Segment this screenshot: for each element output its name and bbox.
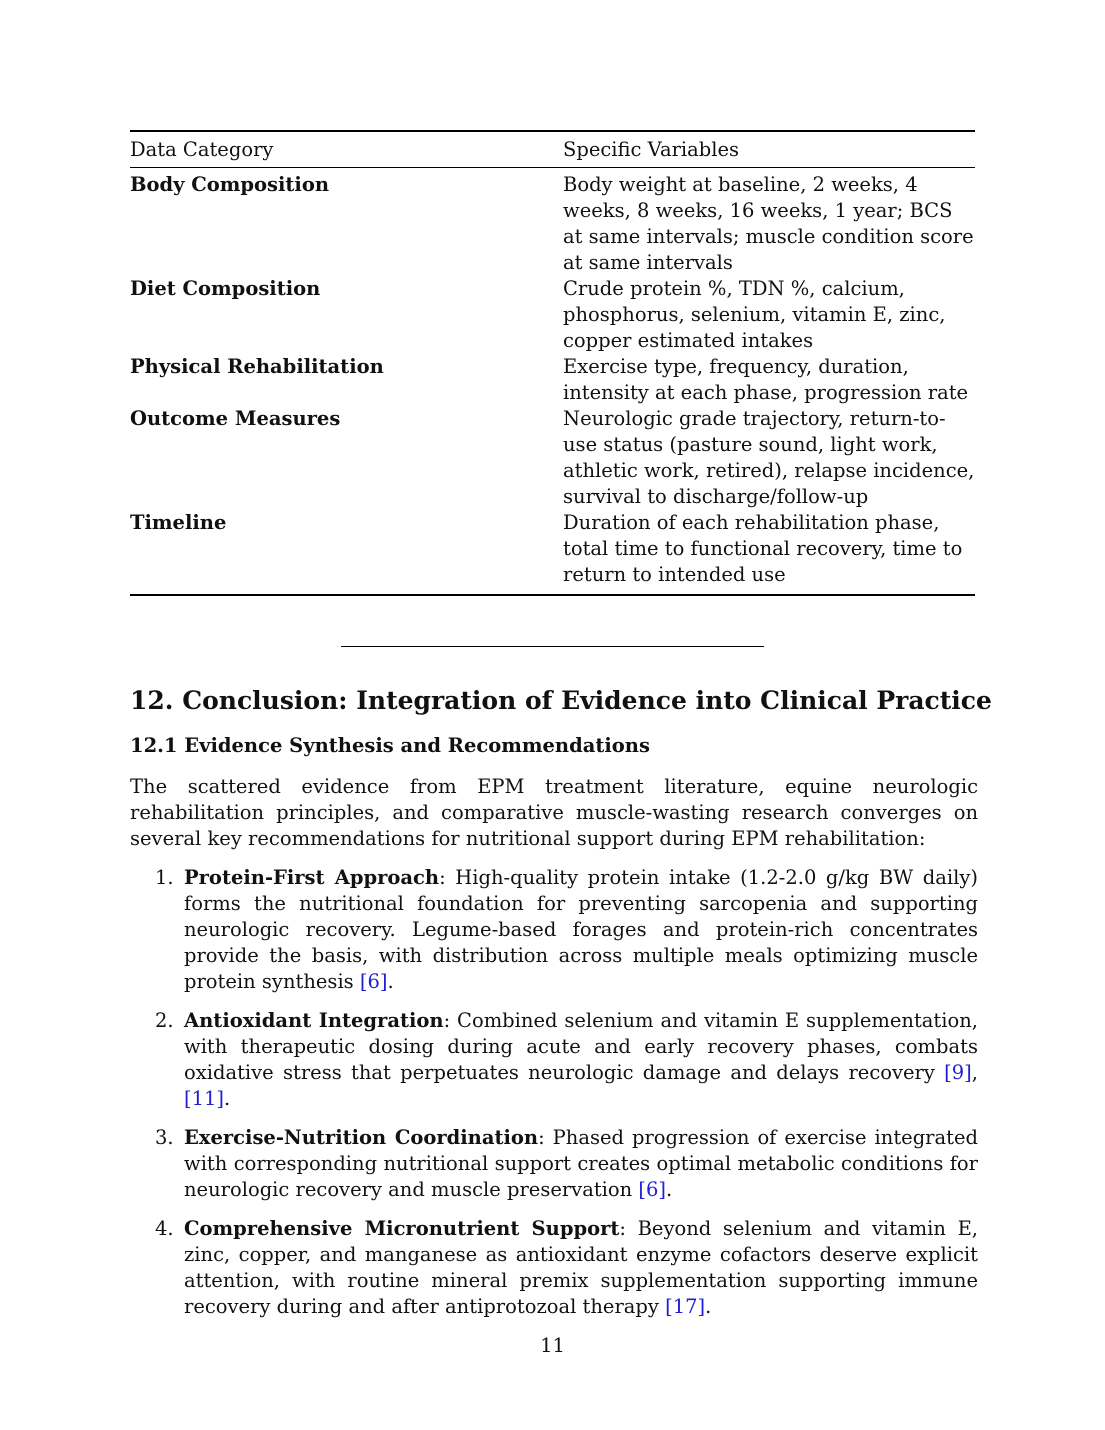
item-term: Antioxidant Integration [184,1009,444,1032]
item-term: Comprehensive Micronutrient Support [184,1217,620,1240]
item-end: . [387,970,394,993]
row-variables: Duration of each rehabilitation phase, total time to functional recovery, time to return to intended use [563,510,975,595]
list-item [130,865,978,995]
row-variables: Neurologic grade trajectory, return-to-use status (pasture sound, light work, athletic work, retired), relapse incidence, survival to discharge/follow-up [563,407,975,508]
section-title: 12. Conclusion: Integration of Evidence into Clinical Practice [130,686,992,715]
header-specific-variables: Specific Variables [563,131,975,168]
citation-link[interactable]: [9] [944,1061,972,1084]
section-divider [341,646,764,647]
item-end: . [224,1087,231,1110]
item-text: : Combined selenium and vitamin E supplementation, with therapeutic dosing during acute and early recovery phases, combats oxidative stress that perpetuates neurologic damage and delays recovery [184,1009,978,1084]
intro-paragraph: The scattered evidence from EPM treatment literature, equine neurologic rehabilitation principles, and comparative muscle-wasting research converges on several key recommendations for nutritional support during EPM rehabilitation: [130,775,978,850]
item-text: : High-quality protein intake (1.2-2.0 g/kg BW daily) forms the nutritional foundation for preventing sarcopenia and supporting neurologic recovery. Legume-based forages and protein-rich concentrates provide the basis, with distribution across multiple meals optimizing muscle protein synthesis [184,866,978,993]
header-data-category: Data Category [130,131,563,168]
item-number: 1. [155,866,174,889]
table-row [130,510,975,595]
table-row [130,276,975,354]
subsection-title: 12.1 Evidence Synthesis and Recommendations [130,734,650,757]
row-variables: Crude protein %, TDN %, calcium, phosphorus, selenium, vitamin E, zinc, copper estimated intakes [563,277,946,352]
item-text: : Beyond selenium and vitamin E, zinc, copper, and manganese as antioxidant enzyme cofactors deserve explicit attention, with routine mineral premix supplementation supporting immune recovery during and after antiprotozoal therapy [184,1217,978,1318]
item-number: 2. [155,1009,174,1032]
item-text: : Phased progression of exercise integrated with corresponding nutritional support creates optimal metabolic conditions for neurologic recovery and muscle preservation [184,1126,978,1201]
table-row [130,406,975,510]
table-header-row [130,131,975,168]
list-item [130,1008,978,1112]
data-collection-table [130,130,975,596]
row-category: Body Composition [130,173,330,196]
list-item [130,1125,978,1203]
row-category: Outcome Measures [130,407,341,430]
citation-separator: , [971,1061,978,1084]
list-item [130,1216,978,1320]
citation-link[interactable]: [6] [359,970,388,993]
row-variables: Body weight at baseline, 2 weeks, 4 weeks, 8 weeks, 16 weeks, 1 year; BCS at same intervals; muscle condition score at same intervals [563,173,974,274]
item-number: 4. [155,1217,174,1240]
page-number: 11 [540,1334,565,1357]
row-category: Diet Composition [130,277,321,300]
row-category: Physical Rehabilitation [130,355,384,378]
item-term: Exercise-Nutrition Coordination [184,1126,539,1149]
citation-link[interactable]: [17] [665,1295,706,1318]
item-number: 3. [155,1126,174,1149]
citation-link[interactable]: [6] [638,1178,667,1201]
item-end: . [666,1178,673,1201]
table-row [130,168,975,277]
recommendations-list [130,865,978,1333]
item-term: Protein-First Approach [184,866,440,889]
row-category: Timeline [130,510,563,595]
item-end: . [705,1295,712,1318]
row-variables: Exercise type, frequency, duration, intensity at each phase, progression rate [563,355,969,404]
table-row [130,354,975,406]
citation-link[interactable]: [11] [184,1087,225,1110]
